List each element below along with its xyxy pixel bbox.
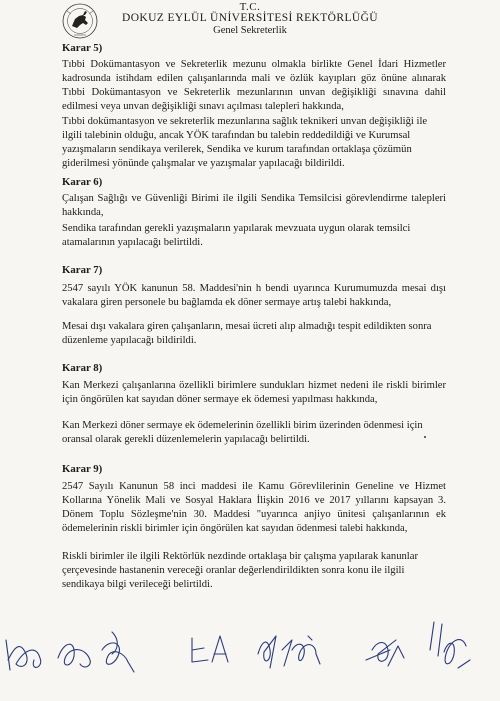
decision-8-request: Kan Merkezi çalışanlarına özellikli birimlere sundukları hizmet nedeni ile riskli birimler için öngörülen kat sayıdan döner sermaye ek ödemesi yapılması hakkında, — [62, 380, 446, 405]
decision-6-request: Çalışan Sağlığı ve Güvenliği Birimi ile ilgili Sendika Temsilcisi görevlendirme talepleri hakkında, — [62, 193, 446, 218]
decision-9-resolution-block — [62, 550, 446, 592]
decision-6-title: Karar 6) — [62, 176, 103, 188]
signature-3 — [102, 643, 134, 672]
header-office: Genel Sekreterlik — [213, 25, 287, 36]
decision-7-resolution-block — [62, 320, 446, 348]
decision-6-resolution-block — [62, 222, 446, 250]
header-institution: DOKUZ EYLÜL ÜNİVERSİTESİ REKTÖRLÜĞÜ — [121, 12, 378, 24]
decision-7-request: 2547 sayılı YÖK kanunun 58. Maddesi'nin h bendi uyarınca Kurumumuzda mesai dışı vakalara giren personele bu bağlamda ek döner sermaye artış talebi hakkında, — [62, 283, 446, 308]
decision-8-body — [62, 379, 446, 407]
decision-9-resolution: Riskli birimler ile ilgili Rektörlük nezdinde ortaklaşa bir çalışma yapılarak kanunlar çerçevesinde hastanenin vereceği oranlar değerlendirildikten sonra konu ile ilgili sendikaya bilgi verileceği belirtildi. — [62, 551, 418, 590]
decision-9-title: Karar 9) — [62, 463, 103, 475]
signature-2 — [58, 644, 90, 667]
signature-1 — [8, 647, 41, 668]
decision-8-resolution: Kan Merkezi döner sermaye ek ödemelerinin özellikli birim üzerinden ödenmesi için oransal olarak gerekli düzenlemelerin yapılacağı belirtildi. — [62, 420, 423, 445]
signature-5 — [258, 636, 292, 668]
signature-6 — [292, 636, 320, 664]
decision-5-body — [62, 58, 446, 114]
decision-7-resolution: Mesai dışı vakalara giren çalışanların, mesai ücreti alıp almadığı tespit edildikten sonra düzenleme yapılacağı bildirildi. — [62, 321, 432, 346]
signatures — [0, 610, 500, 690]
decision-6-body — [62, 192, 446, 220]
signature-8 — [430, 622, 466, 664]
signature-4 — [192, 636, 228, 662]
decision-8-title: Karar 8) — [62, 362, 103, 374]
decision-8-resolution-block — [62, 419, 446, 447]
header-tc: T.C. — [239, 1, 261, 13]
decision-7-title: Karar 7) — [62, 264, 103, 276]
decision-5-resolution-block — [62, 115, 446, 171]
decision-9-request: 2547 Sayılı Kanunun 58 inci maddesi ile Kamu Görevlilerinin Geneline ve Hizmet Kollarına Yönelik Mali ve Sosyal Haklara İlişkin 2016 ve 2017 yıllarını kapsayan 3. Dönem Toplu Sözleşme'nin 30. Maddesi "uyarınca anjiyo ünitesi çalışanlarının ek ödemelerinin riskli birimler için öngörülen kat sayıdan ödenmesi talebi hakkında, — [62, 481, 446, 534]
decision-7-body — [62, 282, 446, 310]
decision-6-resolution: Sendika tarafından gerekli yazışmaların yapılarak mevzuata uygun olarak temsilci atamalarının yapılacağı belirtildi. — [62, 223, 411, 248]
signature-7 — [366, 640, 404, 666]
decision-9-body — [62, 480, 446, 536]
decision-5-title: Karar 5) — [62, 42, 103, 54]
stray-mark — [424, 436, 426, 438]
decision-5-request: Tıbbi Dokümantasyon ve Sekreterlik mezunu olmakla birlikte Genel İdari Hizmetler kadrosunda istihdam edilen çalışanlarında mali ve özlük kayıpları göz önüne alınarak Tıbbi Dokümantasyon ve Sekreterlik mezunlarının unvan değişikliği sınavına dahil edilmesi veya unvan değişikliği sınavı açılması talepleri hakkında, — [62, 59, 446, 112]
decision-5-resolution: Tıbbi dokümantasyon ve sekreterlik mezunlarına sağlık teknikeri unvan değişikliği ile ilgili talebinin olduğu, ancak YÖK tarafından bu talebin reddedildiği ve Kurumsal yazışmaların sendikaya verilerek, Sendika ve kurum tarafından ortaklaşa çözümün giderilmesi yönünde çalışmalar ve yazışmalar yapılacağı bildirildi. — [62, 116, 428, 169]
